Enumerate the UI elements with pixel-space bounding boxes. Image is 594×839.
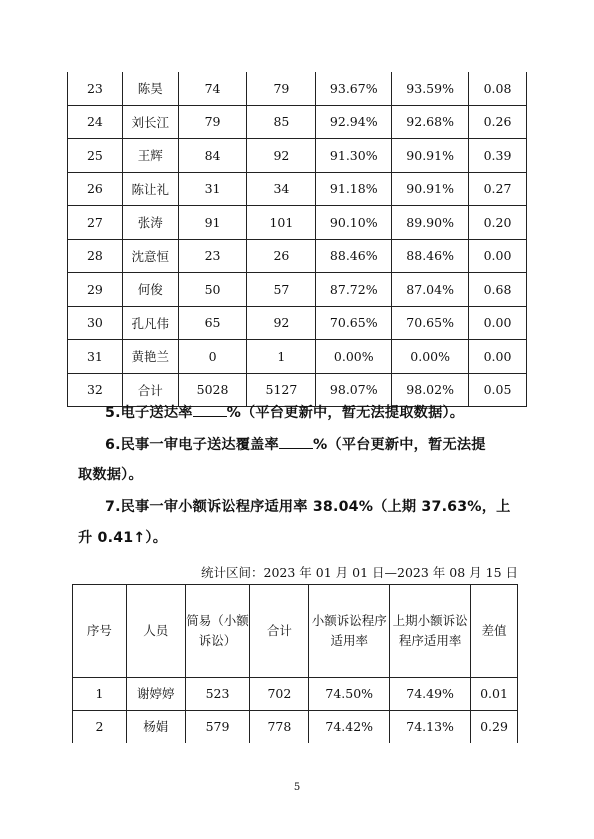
table-cell: 0 [178, 340, 247, 374]
blank-line [193, 404, 227, 417]
table-cell: 28 [68, 239, 123, 273]
table-cell: 0.00 [469, 306, 527, 340]
table-cell: 579 [185, 711, 250, 744]
table-cell: 74 [178, 72, 247, 105]
table-cell: 孔凡伟 [122, 306, 178, 340]
table-cell: 5028 [178, 373, 247, 407]
para5-text-after: %（平台更新中，暂无法提取数据）。 [226, 405, 465, 421]
table-row [68, 340, 527, 374]
table-cell: 87.72% [316, 273, 392, 307]
paragraph-small-claims-rate-cont: 升 0.41↑）。 [78, 530, 168, 546]
paragraph-electronic-service-coverage [105, 434, 486, 454]
table-cell: 79 [247, 72, 316, 105]
table-cell: 74.42% [309, 711, 390, 744]
table-cell: 31 [68, 340, 123, 374]
table-row [68, 105, 527, 139]
table-cell: 0.27 [469, 172, 527, 206]
table-row [68, 306, 527, 340]
table-cell: 91.18% [316, 172, 392, 206]
table-cell: 1 [247, 340, 316, 374]
table-row [68, 239, 527, 273]
table-cell: 5127 [247, 373, 316, 407]
table-cell: 23 [68, 72, 123, 105]
table-cell: 778 [250, 711, 309, 744]
table-cell: 74.49% [390, 678, 471, 711]
table-cell: 87.04% [392, 273, 469, 307]
table-cell: 89.90% [392, 206, 469, 240]
table-cell: 90.10% [316, 206, 392, 240]
table-cell: 0.39 [469, 139, 527, 173]
table-cell: 93.59% [392, 72, 469, 105]
table-cell: 王辉 [122, 139, 178, 173]
table-cell: 陈昊 [122, 72, 178, 105]
table-cell: 70.65% [316, 306, 392, 340]
table-header-cell: 上期小额诉讼程序适用率 [390, 585, 471, 678]
table-cell: 29 [68, 273, 123, 307]
page-number: 5 [293, 782, 301, 793]
table-cell: 0.29 [471, 711, 518, 744]
table-cell: 陈让礼 [122, 172, 178, 206]
table-cell: 0.00% [392, 340, 469, 374]
table-row [68, 206, 527, 240]
table-cell: 98.02% [392, 373, 469, 407]
table-cell: 2 [73, 711, 127, 744]
table-cell: 91.30% [316, 139, 392, 173]
table-cell: 90.91% [392, 139, 469, 173]
table-header-cell: 序号 [73, 585, 127, 678]
table-cell: 70.65% [392, 306, 469, 340]
table-cell: 523 [185, 678, 250, 711]
table-cell: 79 [178, 105, 247, 139]
table-cell: 88.46% [392, 239, 469, 273]
table-row [68, 72, 527, 105]
table-cell: 27 [68, 206, 123, 240]
table-header-cell: 小额诉讼程序适用率 [309, 585, 390, 678]
table-cell: 25 [68, 139, 123, 173]
table-cell: 74.13% [390, 711, 471, 744]
table-cell: 沈意恒 [122, 239, 178, 273]
table-cell: 24 [68, 105, 123, 139]
table-cell: 88.46% [316, 239, 392, 273]
table-cell: 张涛 [122, 206, 178, 240]
table-cell: 23 [178, 239, 247, 273]
para6-text-before: 6.民事一审电子送达覆盖率 [105, 437, 279, 453]
table-cell: 92 [247, 306, 316, 340]
statistics-period: 统计区间：2023 年 01 月 01 日—2023 年 08 月 15 日 [201, 565, 518, 580]
table-cell: 谢婷婷 [126, 678, 185, 711]
table-cell: 杨娟 [126, 711, 185, 744]
table-row [68, 273, 527, 307]
table-cell: 34 [247, 172, 316, 206]
table-cell: 1 [73, 678, 127, 711]
table-header-row [73, 585, 518, 678]
table-cell: 84 [178, 139, 247, 173]
table-cell: 0.00 [469, 340, 527, 374]
table-cell: 90.91% [392, 172, 469, 206]
table-row [73, 711, 518, 744]
table-header-cell: 差值 [471, 585, 518, 678]
para5-text-before: 5.电子送达率 [105, 405, 193, 421]
table-cell: 0.08 [469, 72, 527, 105]
paragraph-electronic-service-rate [105, 402, 464, 422]
table-cell: 85 [247, 105, 316, 139]
table-cell: 702 [250, 678, 309, 711]
table-cell: 92.68% [392, 105, 469, 139]
table-cell: 98.07% [316, 373, 392, 407]
table-cell: 合计 [122, 373, 178, 407]
table-row [73, 678, 518, 711]
table-cell: 0.00% [316, 340, 392, 374]
table-cell: 30 [68, 306, 123, 340]
table-cell: 57 [247, 273, 316, 307]
table-header-cell: 合计 [250, 585, 309, 678]
table-cell: 0.05 [469, 373, 527, 407]
table-cell: 26 [68, 172, 123, 206]
table-cell: 92.94% [316, 105, 392, 139]
table-header-cell: 简易（小额诉讼） [185, 585, 250, 678]
table-cell: 黄艳兰 [122, 340, 178, 374]
paragraph-small-claims-rate: 7.民事一审小额诉讼程序适用率 38.04%（上期 37.63%，上 [105, 499, 511, 515]
para6-text-after: %（平台更新中，暂无法提 [312, 437, 486, 453]
table-cell: 92 [247, 139, 316, 173]
table-cell: 0.20 [469, 206, 527, 240]
table-cell: 93.67% [316, 72, 392, 105]
table-header-cell: 人员 [126, 585, 185, 678]
table-cell: 65 [178, 306, 247, 340]
table-row [68, 172, 527, 206]
table-cell: 32 [68, 373, 123, 407]
table-row [68, 139, 527, 173]
table-cell: 0.68 [469, 273, 527, 307]
table-cell: 50 [178, 273, 247, 307]
table-cell: 26 [247, 239, 316, 273]
table-cell: 91 [178, 206, 247, 240]
table-cell: 0.00 [469, 239, 527, 273]
table-cell: 刘长江 [122, 105, 178, 139]
paragraph-electronic-service-coverage-cont: 取数据）。 [78, 467, 143, 483]
table-cell: 101 [247, 206, 316, 240]
table-cell: 0.01 [471, 678, 518, 711]
stats-table-continued [67, 72, 527, 407]
blank-line [279, 436, 313, 449]
table-cell: 31 [178, 172, 247, 206]
table-cell: 何俊 [122, 273, 178, 307]
table-cell: 0.26 [469, 105, 527, 139]
table-cell: 74.50% [309, 678, 390, 711]
small-claims-table [72, 584, 518, 743]
